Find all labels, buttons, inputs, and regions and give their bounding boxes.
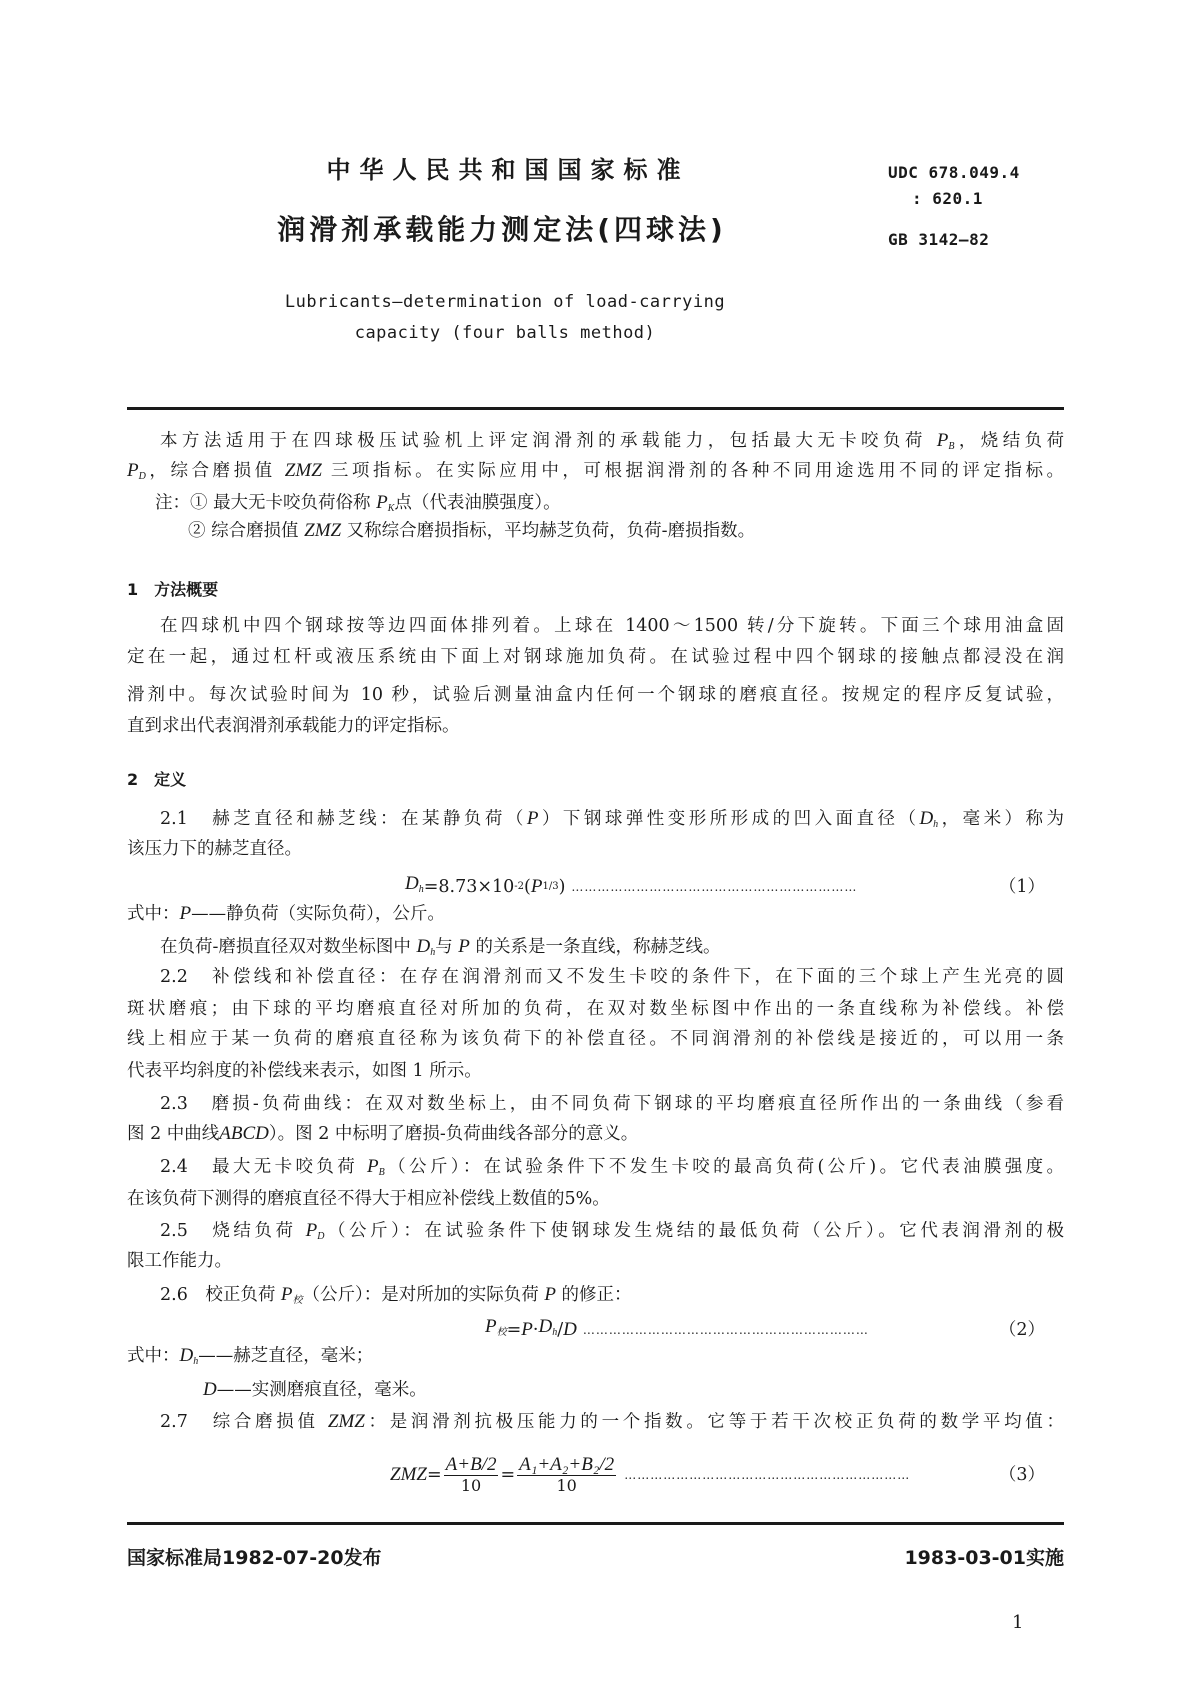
text-run: 1 方法概要 xyxy=(127,580,219,599)
text-line xyxy=(127,713,460,739)
text-run: 点（代表油膜强度）。 xyxy=(394,493,561,513)
text-line xyxy=(203,1377,427,1403)
document-title: 润滑剂承载能力测定法(四球法) xyxy=(277,213,727,246)
math-symbol: $D_h$ xyxy=(538,1316,558,1338)
text-run: 定在一起，通过杠杆或液压系统由下面上对钢球施加负荷。在试验过程中四个钢球的接触点都浸没在润 xyxy=(127,647,1064,667)
text-run: ，综合磨损值 xyxy=(145,461,285,481)
text-line xyxy=(188,518,755,544)
subscript: B xyxy=(378,1167,385,1178)
text-run: 2.1 赫芝直径和赫芝线：在某静负荷（ xyxy=(160,809,527,829)
text-run: 又称综合磨损指标，平均赫芝负荷，负荷-磨损指数。 xyxy=(341,521,756,541)
superscript: 1/3 xyxy=(542,881,559,892)
text-run: = xyxy=(506,1320,522,1340)
text-line xyxy=(127,1026,1064,1052)
formula xyxy=(405,864,1045,910)
section-heading xyxy=(127,577,218,603)
footer-divider xyxy=(127,1522,1064,1525)
udc-code-continued: : 620.1 xyxy=(912,189,983,208)
math-symbol: $D_h$ xyxy=(919,808,939,830)
text-line xyxy=(127,1343,373,1369)
text-line xyxy=(160,934,720,960)
text-run: ( xyxy=(524,877,531,897)
math-symbol: $D_h$ xyxy=(416,936,436,958)
text-run: ：是润滑剂抗极压能力的一个指数。它等于若干次校正负荷的数学平均值： xyxy=(364,1412,1064,1432)
english-title-line-1: Lubricants—determination of load-carrying xyxy=(284,292,726,312)
text-run: （公斤）：在试验条件下使钢球发生烧结的最低负荷（公斤）。它代表润滑剂的极 xyxy=(324,1221,1064,1241)
math-symbol: $D_h$ xyxy=(179,1345,199,1367)
text-line xyxy=(127,1058,482,1084)
text-line xyxy=(127,458,1064,484)
math-symbol: $P_D$ xyxy=(127,460,146,482)
text-run: ，毫米）称为 xyxy=(938,809,1065,829)
section-heading xyxy=(127,767,186,793)
text-run: =8.73×10 xyxy=(423,877,515,897)
text-line xyxy=(127,836,302,862)
text-run: （公斤）：是对所加的实际负荷 xyxy=(302,1285,545,1305)
formula xyxy=(485,1307,1045,1353)
text-run: 在该负荷下测得的磨痕直径不得大于相应补偿线上数值的5%。 xyxy=(127,1189,610,1209)
text-line xyxy=(160,1218,1064,1244)
text-run: 限工作能力。 xyxy=(127,1251,232,1271)
subscript: h xyxy=(430,947,436,958)
fraction-numerator: A+B/2 xyxy=(445,1453,497,1475)
fraction-numerator: A₁+A₂+B₂/2 xyxy=(519,1453,615,1475)
text-run: ——实测磨痕直径，毫米。 xyxy=(216,1380,427,1400)
math-symbol: $P_K$ xyxy=(376,492,395,514)
text-line xyxy=(160,1091,1064,1117)
text-line xyxy=(160,964,1064,990)
text-line xyxy=(127,996,1064,1022)
subscript: 校 xyxy=(292,1295,303,1306)
math-symbol: $P_D$ xyxy=(305,1220,325,1242)
text-run: ——赫芝直径，毫米； xyxy=(198,1346,374,1366)
text-line xyxy=(160,1154,1064,1180)
math-symbol: P xyxy=(544,1284,556,1305)
text-run: ）下钢球弹性变形所形成的凹入面直径（ xyxy=(538,809,920,829)
text-run: ，烧结负荷 xyxy=(954,431,1065,451)
text-line xyxy=(127,1121,638,1147)
math-symbol: $D_h$ xyxy=(405,873,424,895)
fraction-denominator: 10 xyxy=(556,1475,577,1495)
math-symbol: ZMZ xyxy=(304,520,342,541)
text-run: 线上相应于某一负荷的磨痕直径称为该负荷下的补偿直径。不同润滑剂的补偿线是接近的，可以用一条 xyxy=(127,1029,1064,1049)
subscript: h xyxy=(552,1327,558,1338)
fraction-denominator: 10 xyxy=(460,1475,482,1495)
text-run: · xyxy=(532,1320,539,1340)
fraction xyxy=(517,1455,616,1496)
text-line xyxy=(127,1186,610,1212)
formula xyxy=(390,1452,1045,1498)
subscript: h xyxy=(933,819,939,830)
dot-leader: ………………………………………………………… xyxy=(582,1323,869,1337)
text-line xyxy=(160,806,1064,832)
math-symbol: $P_校$ xyxy=(280,1284,303,1306)
subscript: 校 xyxy=(496,1327,507,1338)
english-title-line-2: capacity (four balls method) xyxy=(354,323,656,343)
text-run: 2 定义 xyxy=(127,770,187,789)
text-run: 直到求出代表润滑剂承载能力的评定指标。 xyxy=(127,716,460,736)
text-line xyxy=(160,1409,1064,1435)
math-symbol: ZMZ xyxy=(327,1411,365,1432)
math-symbol: P xyxy=(521,1319,533,1340)
math-symbol: $P_B$ xyxy=(367,1156,385,1178)
header-divider xyxy=(127,407,1064,410)
text-line xyxy=(127,901,445,927)
text-run: 2.4 最大无卡咬负荷 xyxy=(160,1157,368,1177)
text-run: 注：① 最大无卡咬负荷俗称 xyxy=(155,493,377,513)
text-run: 斑状磨痕；由下球的平均磨痕直径对所加的负荷，在双对数坐标图中作出的一条直线称为补偿线。补偿 xyxy=(127,999,1064,1019)
subscript: h xyxy=(418,884,424,895)
text-run: = xyxy=(426,1465,442,1485)
math-symbol: D xyxy=(563,1319,577,1340)
text-run: 2.2 补偿线和补偿直径：在存在润滑剂而又不发生卡咬的条件下，在下面的三个球上产生光亮的圆 xyxy=(160,967,1064,987)
text-line xyxy=(160,613,1064,639)
text-line xyxy=(155,490,561,516)
text-run: 2.5 烧结负荷 xyxy=(160,1221,306,1241)
text-run: 在负荷-磨损直径双对数坐标图中 xyxy=(160,937,417,957)
text-line xyxy=(127,644,1064,670)
math-symbol: ABCD xyxy=(219,1123,269,1144)
text-run: 与 xyxy=(435,937,459,957)
issue-date: 国家标准局1982-07-20发布 xyxy=(127,1547,382,1569)
dot-leader: ………………………………………………………… xyxy=(571,880,858,894)
math-symbol: P xyxy=(526,808,539,829)
subscript: K xyxy=(387,503,395,514)
text-run: 该压力下的赫芝直径。 xyxy=(127,839,302,859)
text-run: 2.7 综合磨损值 xyxy=(160,1412,328,1432)
math-symbol: D xyxy=(203,1379,217,1400)
text-run: 2.6 校正负荷 xyxy=(160,1285,281,1305)
text-run: （公斤）：在试验条件下不发生卡咬的最高负荷(公斤)。它代表油膜强度。 xyxy=(384,1157,1064,1177)
text-run: 代表平均斜度的补偿线来表示，如图 1 所示。 xyxy=(127,1061,482,1081)
text-run: 三项指标。在实际应用中，可根据润滑剂的各种不同用途选用不同的评定指标。 xyxy=(321,461,1065,481)
text-run: 式中： xyxy=(127,1346,180,1366)
text-run: 在四球机中四个钢球按等边四面体排列着。上球在 1400～1500 转/分下旋转。下面三个球用油盒固 xyxy=(160,616,1064,636)
text-line xyxy=(160,428,1064,454)
effective-date: 1983-03-01实施 xyxy=(904,1547,1064,1569)
text-run: ② 综合磨损值 xyxy=(188,521,305,541)
subscript: D xyxy=(317,1231,325,1242)
text-run: 2.3 磨损-负荷曲线：在双对数坐标上，由不同负荷下钢球的平均磨痕直径所作出的一条曲线（参看 xyxy=(160,1094,1064,1114)
text-run: （3） xyxy=(998,1465,1045,1485)
text-run: 式中： xyxy=(127,904,180,924)
text-run: 滑剂中。每次试验时间为 10 秒，试验后测量油盒内任何一个钢球的磨痕直径。按规定的程序反复试验， xyxy=(127,685,1064,705)
text-run: 图 2 中曲线 xyxy=(127,1124,220,1144)
text-run: 本方法适用于在四球极压试验机上评定润滑剂的承载能力，包括最大无卡咬负荷 xyxy=(160,431,937,451)
text-run: （2） xyxy=(998,1320,1045,1340)
fraction xyxy=(444,1455,499,1496)
text-run: （1） xyxy=(998,877,1045,897)
text-run: 的关系是一条直线，称赫芝线。 xyxy=(469,937,721,957)
text-run: / xyxy=(557,1320,564,1340)
math-symbol: P xyxy=(179,903,192,924)
math-symbol: $P_B$ xyxy=(936,430,955,452)
subscript: D xyxy=(138,471,146,482)
text-run: ) xyxy=(558,877,566,897)
text-line xyxy=(127,682,1064,708)
text-run: ——静负荷（实际负荷），公斤。 xyxy=(191,904,445,924)
standard-number: GB 3142—82 xyxy=(888,230,990,249)
text-run: = xyxy=(500,1465,516,1485)
math-symbol: ZMZ xyxy=(284,460,322,481)
math-symbol: $P_校$ xyxy=(485,1316,507,1338)
subscript: h xyxy=(193,1356,199,1367)
superscript: -2 xyxy=(514,881,525,892)
math-symbol: P xyxy=(530,876,543,897)
standard-category-title: 中华人民共和国国家标准 xyxy=(326,156,690,184)
math-symbol: P xyxy=(458,936,470,957)
subscript: B xyxy=(948,441,955,452)
page-number: 1 xyxy=(1012,1612,1024,1633)
dot-leader: ………………………………………………………… xyxy=(624,1468,911,1482)
text-line xyxy=(127,1248,232,1274)
udc-code: UDC 678.049.4 xyxy=(888,163,1020,182)
text-run: 的修正： xyxy=(555,1285,632,1305)
text-line xyxy=(160,1282,632,1308)
math-symbol: ZMZ xyxy=(390,1464,427,1485)
text-run: ）。图 2 中标明了磨损-负荷曲线各部分的意义。 xyxy=(268,1124,639,1144)
